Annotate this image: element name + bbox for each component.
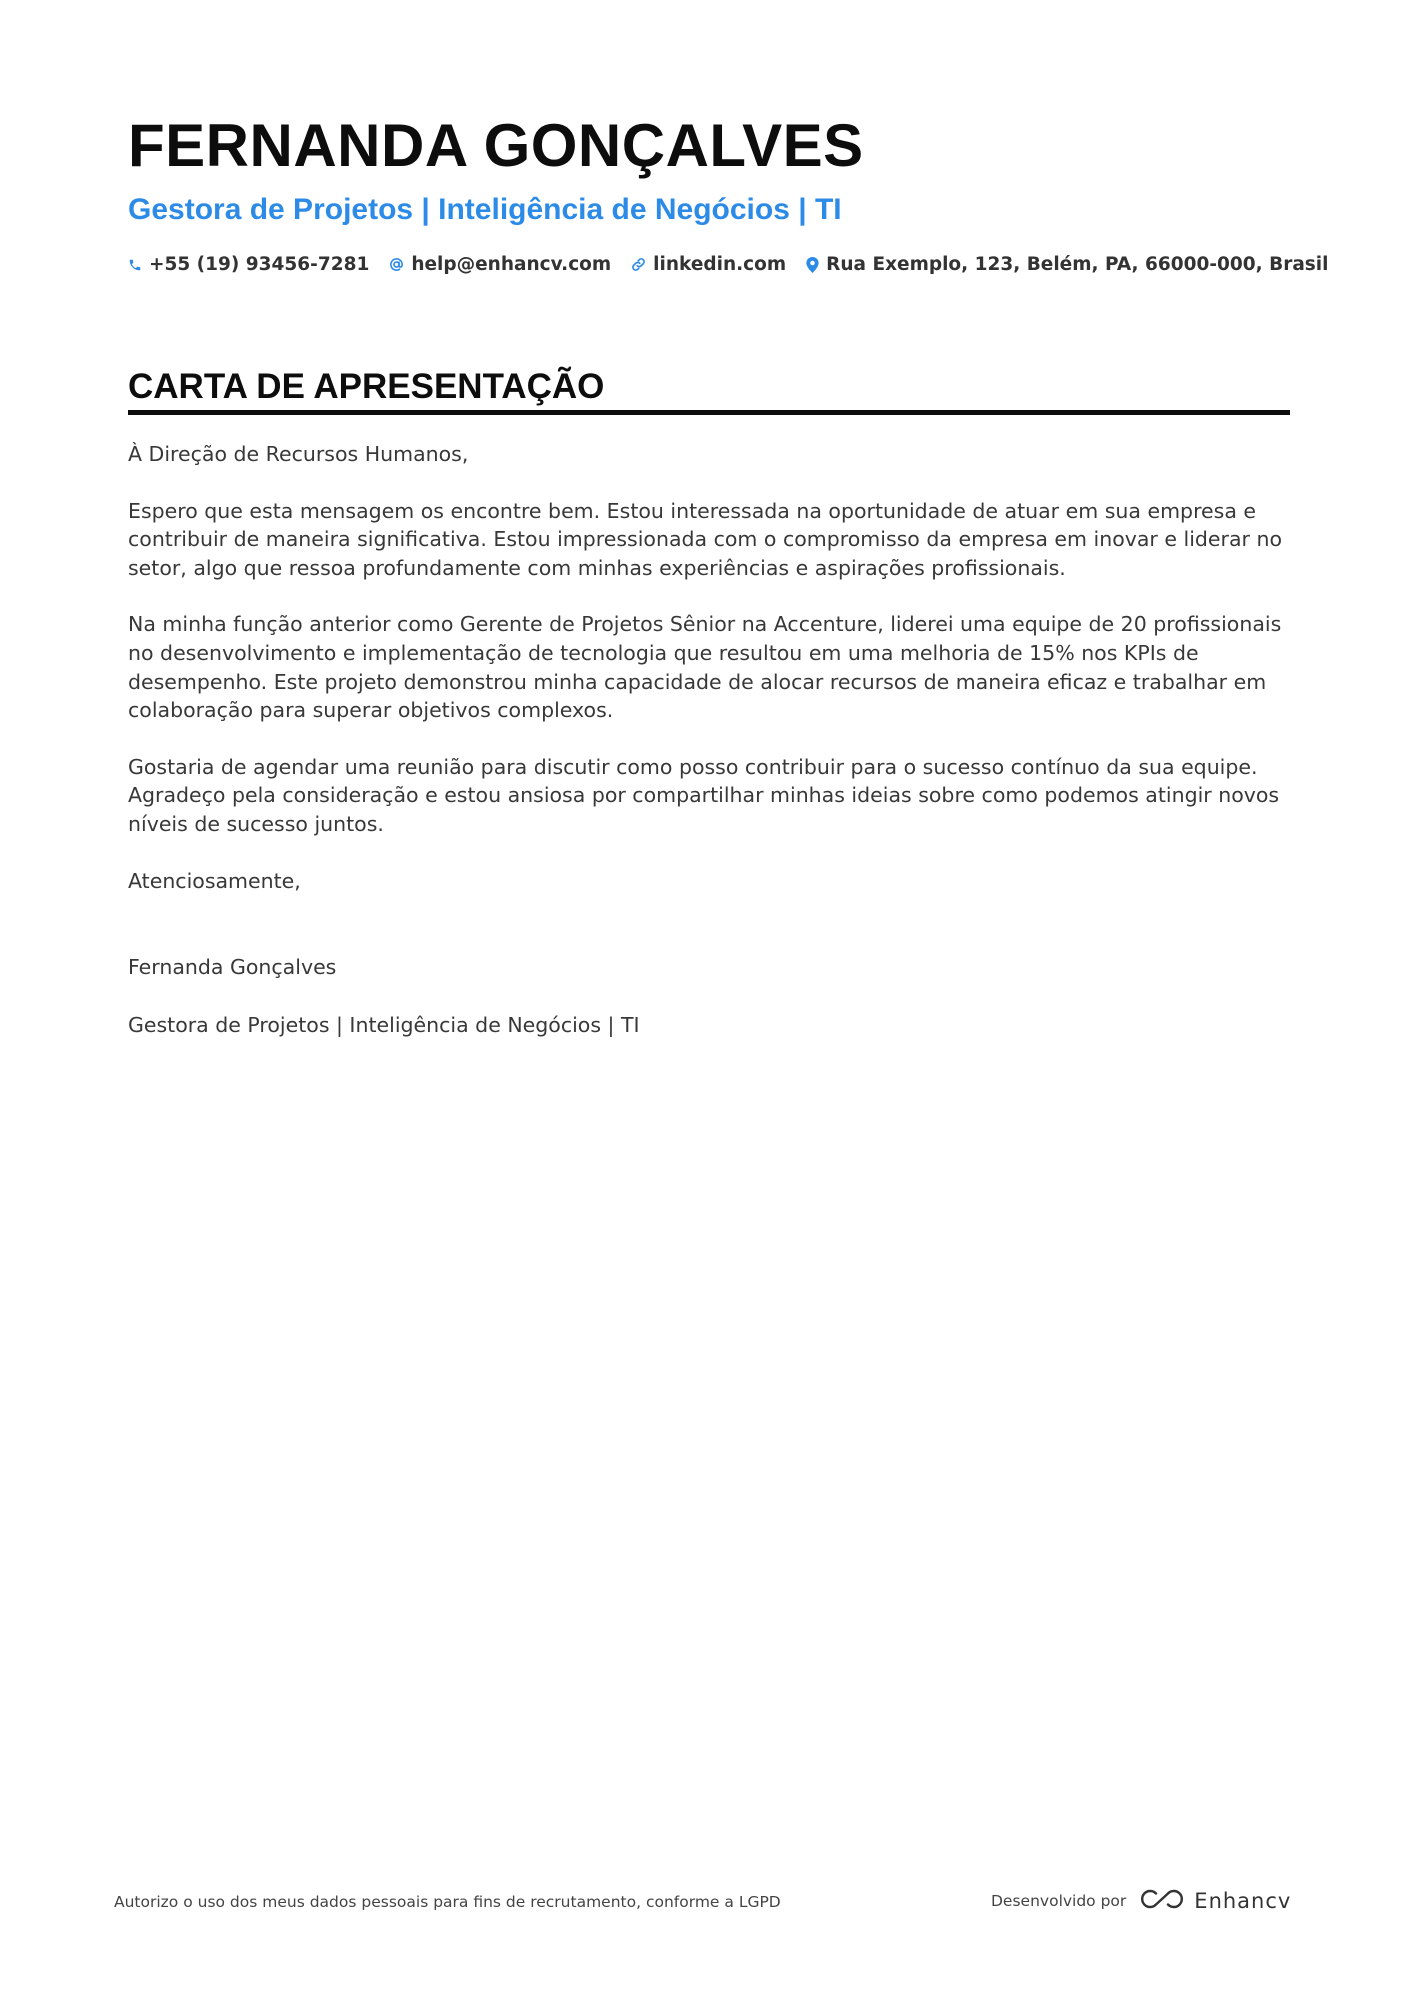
brand-link[interactable] [1138, 1887, 1291, 1915]
signer-title: Gestora de Projetos | Inteligência de Negócios | TI [128, 1012, 640, 1037]
letter-paragraph: Espero que esta mensagem os encontre bem. Estou interessada na oportunidade de atuar em sua empresa e contribuir de maneira significativa. Estou impressionada com o compromisso da empresa em inovar e liderar no setor, algo que ressoa profundamente com minhas experiências e aspirações profissionais. [128, 498, 1282, 580]
enhancv-logo-icon [1138, 1887, 1184, 1915]
letter-closing: Atenciosamente, [128, 868, 301, 893]
map-pin-icon [806, 257, 819, 273]
letter-paragraph: Na minha função anterior como Gerente de Projetos Sênior na Accenture, liderei uma equipe de 20 profissionais no desenvolvimento e implementação de tecnologia que resultou em uma melhoria de 15% nos KPIs de desempenho. Este projeto demonstrou minha capacidade de alocar recursos de maneira eficaz e trabalhar em colaboração para superar objetivos complexos. [128, 612, 1282, 723]
letter-body [128, 440, 1298, 1039]
phone-icon [128, 258, 142, 272]
contact-address [806, 254, 1328, 275]
contact-email [389, 254, 611, 275]
candidate-headline: Gestora de Projetos | Inteligência de Negócios | TI [128, 193, 842, 226]
candidate-name: FERNANDA GONÇALVES [128, 112, 864, 179]
letter-paragraph: Gostaria de agendar uma reunião para discutir como posso contribuir para o sucesso contínuo da sua equipe. Agradeço pela consideração e estou ansiosa por compartilhar minhas ideias sobre como podemos atingir novos níveis de sucesso juntos. [128, 754, 1280, 836]
signer-name: Fernanda Gonçalves [128, 955, 337, 980]
at-sign-icon [389, 257, 404, 272]
contact-bar [128, 254, 1329, 275]
section-divider [128, 410, 1290, 415]
contact-phone [128, 254, 369, 275]
linkedin-link[interactable]: linkedin.com [653, 254, 787, 275]
letter-greeting: À Direção de Recursos Humanos, [128, 442, 469, 466]
lgpd-consent-note: Autorizo o uso dos meus dados pessoais para fins de recrutamento, conforme a LGPD [114, 1893, 781, 1911]
section-title: CARTA DE APRESENTAÇÃO [128, 367, 605, 406]
email-link[interactable]: help@enhancv.com [411, 254, 612, 275]
phone-number: +55 (19) 93456-7281 [149, 254, 370, 275]
powered-by [991, 1887, 1291, 1915]
contact-linkedin [631, 254, 786, 275]
brand-name: Enhancv [1194, 1889, 1292, 1913]
link-icon [631, 257, 646, 272]
address-text: Rua Exemplo, 123, Belém, PA, 66000-000, Brasil [826, 254, 1329, 275]
powered-by-label: Desenvolvido por [991, 1892, 1127, 1910]
